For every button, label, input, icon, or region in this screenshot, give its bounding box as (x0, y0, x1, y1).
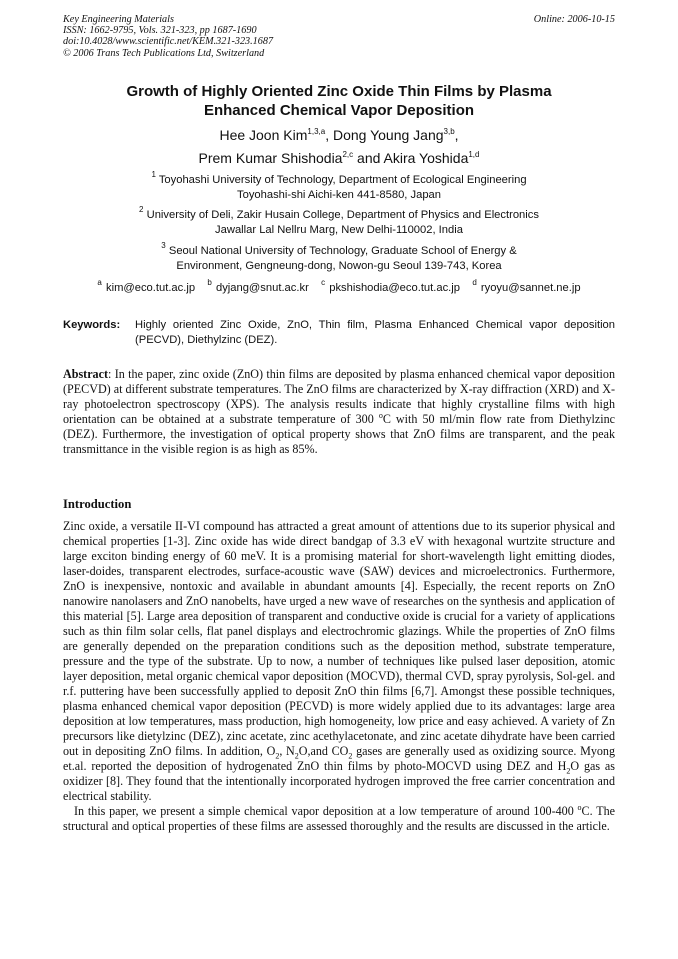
affiliation-1: $^1$ Toyohashi University of Technology, Department of Ecological Engineering Toyohashi-shi Aichi-ken 441-8580, Japan (151, 170, 527, 201)
journal-header (63, 14, 615, 59)
author-name: Akira Yoshida (383, 150, 469, 166)
author-superscript: 1,d (468, 150, 480, 159)
introduction-body (63, 519, 615, 834)
email-list: $^a$ kim@eco.tut.ac.jp $^b$ dyjang@snut.ac.kr $^c$ pkshishodia@eco.tut.ac.jp $^d$ ryoyu@sannet.ne.jp (97, 278, 581, 294)
author-superscript: 3,b (443, 127, 455, 136)
author-name: Dong Young Jang (332, 127, 444, 143)
author-list: Hee Joon Kim$^{1,3,a}$, Dong Young Jang$^{3,b}$, Prem Kumar Shishodia$^{2,c}$ and Akira Yoshida$^{1,d}$ (198, 127, 480, 166)
affiliation-3: $^3$ Seoul National University of Technology, Graduate School of Energy & Environment, Gengneung-dong, Nowon-gu Seoul 139-743, Korea (161, 241, 517, 272)
keywords-text: Highly oriented Zinc Oxide, ZnO, Thin film, Plasma Enhanced Chemical vapor deposition (PECVD), Diethylzinc (DEZ). (135, 319, 615, 346)
intro-paragraph-1: Zinc oxide, a versatile II-VI compound has attracted a great amount of attentions due to its superior physical and chemical properties [1-3]. Zinc oxide has wide direct bandgap of 3.3 eV with hexagonal wurtzite structure and large exciton binding energy of 60 meV. It is a promising material for short-wavelength light emitting diodes, laser-doides, transparent electrodes, surface-acoustic wave (SAW) devices and microelectronics. Furthermore, ZnO is inexpensive, nontoxic and available in abundant amounts [4]. Especially, the recent reports on ZnO nanowire nanolasers and ZnO nanobelts, have urged a new wave of researches on the synthesis and application of this material [5]. Large area deposition of transparent and conductive oxide is crucial for a variety of applications such as thin film solar cells, flat panel displays and electrochromic glazings. While the properties of ZnO films are generally depended on the preparation conditions such as the deposition method, substrate temperature, pressure and the type of the substrate. Up to now, a number of techniques like pulsed laser deposition, atomic layer deposition, metal organic chemical vapor deposition (MOCVD), thermal CVD, spray pyrolysis, Sol-gel. and r.f. puttering have been successfully applied to deposit ZnO thin films [6,7]. Amongst these possible techniques, plasma enhanced chemical vapor deposition (PECVD) is more widely applied due to its advantages: large area deposition at low temperatures, mass production, high homogeneity, low price and easy achieved. A variety of Zn precursors like dietylzinc (DEZ), zinc acetate, zinc acethylacetonate, and zinc acetate dihydrate have been carried out in depositing ZnO films. In addition, $O_2$, $N_2O,and$ $CO_2$ gases are generally used as oxidizing source. Myong et.al. reported the deposition of hydrogenated ZnO thin films by photo-MOCVD using DEZ and $H_2O$ gas as oxidizer [8]. They found that the intentionally incorporated hydrogen improved the free carrier concentration and electrical stability. (63, 519, 616, 803)
author-name: Hee Joon Kim (219, 127, 308, 143)
keywords-label: Keywords: (63, 319, 121, 331)
author-name: Prem Kumar Shishodia (198, 150, 343, 166)
affiliation-2: $^2$ University of Deli, Zakir Husain College, Department of Physics and Electronics Jawallar Lal Nellru Marg, New Delhi-110002, India (139, 205, 539, 236)
email-link[interactable]: dyjang@snut.ac.kr (215, 282, 309, 294)
abstract: Abstract: In the paper, zinc oxide (ZnO) thin films are deposited by plasma enhanced chemical vapor deposition (PECVD) at different substrate temperatures. The ZnO films are characterized by X-ray diffraction (XRD) and X-ray photoelectron spectroscopy (XPS). The analysis results indicate that highly crystalline films with high orientation can be obtained at a substrate temperature of 300 $^o$C with 50 ml/min flow rate from Diethylzinc (DEZ). Furthermore, the investigation of optical property shows that ZnO films are transparent, and the peak transmittance in the visible region is as high as 85%. (63, 367, 616, 456)
author-superscript: 1,3,a (307, 127, 326, 136)
online-date: Online: 2006-10-15 (533, 14, 615, 25)
section-heading-introduction: Introduction (63, 497, 132, 511)
email-link[interactable]: pkshishodia@eco.tut.ac.jp (329, 282, 460, 294)
doi-line: doi:10.4028/www.scientific.net/KEM.321-323.1687 (63, 36, 274, 48)
author-superscript: 2,c (342, 150, 354, 159)
paper-title: Growth of Highly Oriented Zinc Oxide Thin Films by Plasma Enhanced Chemical Vapor Deposition (126, 83, 552, 119)
email-link[interactable]: ryoyu@sannet.ne.jp (480, 282, 581, 294)
email-link[interactable]: kim@eco.tut.ac.jp (105, 282, 196, 294)
issn-line: ISSN: 1662-9795, Vols. 321-323, pp 1687-1690 (63, 25, 257, 37)
keywords-block (63, 318, 615, 348)
copyright-line: © 2006 Trans Tech Publications Ltd, Switzerland (63, 47, 265, 59)
journal-name: Key Engineering Materials (63, 14, 174, 25)
abstract-label: Abstract (63, 367, 109, 381)
intro-paragraph-2: In this paper, we present a simple chemical vapor deposition at a low temperature of around 100-400 $^o$C. The structural and optical properties of these films are assessed thoroughly and the results are discussed in the article. (63, 802, 615, 833)
